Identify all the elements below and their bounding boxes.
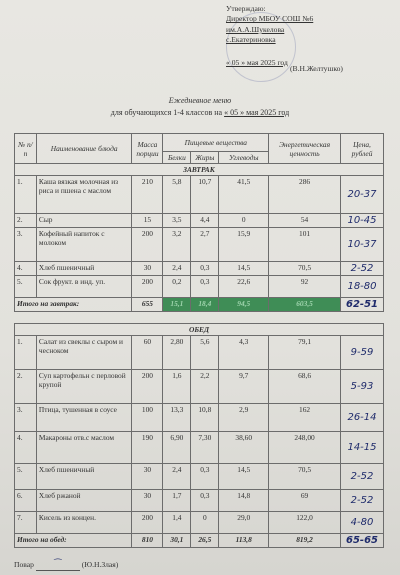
header-protein: Белки [163,152,191,164]
director-name: (В.Н.Желтушко) [290,64,343,73]
header-num: № п/п [15,134,37,164]
title-block [0,96,400,117]
cell-name: Каша вязкая молочная из риса и пшена с маслом [36,176,132,214]
cell-fat: 4,4 [191,214,219,228]
section-breakfast: ЗАВТРАК [15,164,384,176]
cell-energy: 101 [269,228,341,262]
cell-name: Кофейный напиток с молоком [36,228,132,262]
approval-line3: им.А.А.Шукелова [226,24,285,34]
cell-protein: 13,3 [163,404,191,432]
cell-num: 2. [15,214,37,228]
cell-fat: 5,6 [191,336,219,370]
cell-protein: 5,8 [163,176,191,214]
cell-price: 14-15 [340,432,383,464]
cell-fat: 0,3 [191,464,219,490]
cell-num: 2. [15,370,37,404]
table-row [15,432,384,464]
cell-mass: 30 [132,262,163,276]
cell-fat: 10,8 [191,404,219,432]
cell-price: 2-52 [340,262,383,276]
cell-price: 5-93 [340,370,383,404]
approval-block [226,4,376,68]
cell-energy: 69 [269,490,341,512]
cell-energy: 286 [269,176,341,214]
cell-mass: 60 [132,336,163,370]
menu-table [14,133,384,548]
cell-carbs: 4,3 [219,336,269,370]
lunch-total-row [15,534,384,548]
header-nutrients: Пищевые вещества [163,134,269,152]
cook-signature-line [14,560,118,571]
cell-protein: 2,4 [163,262,191,276]
cell-num: 5. [15,276,37,298]
cell-energy: 68,6 [269,370,341,404]
section-lunch: ОБЕД [15,324,384,336]
total-mass: 655 [132,298,163,312]
header-carbs: Углеводы [219,152,269,164]
cell-carbs: 38,60 [219,432,269,464]
total-protein: 15,1 [163,298,191,312]
total-carbs: 113,8 [219,534,269,548]
total-energy: 819,2 [269,534,341,548]
cell-name: Хлеб пшеничный [36,464,132,490]
table-row [15,262,384,276]
cell-energy: 162 [269,404,341,432]
cell-price: 2-52 [340,490,383,512]
page-title: Ежедневное меню [168,96,232,105]
cell-fat: 2,7 [191,228,219,262]
cell-num: 6. [15,490,37,512]
cell-name: Сок фрукт. в инд. уп. [36,276,132,298]
cell-mass: 200 [132,512,163,534]
table-row [15,336,384,370]
table-row [15,228,384,262]
header-name: Наименование блюда [36,134,132,164]
cell-price: 26-14 [340,404,383,432]
header-energy: Энергетическая ценность [269,134,341,164]
table-row [15,512,384,534]
cell-num: 7. [15,512,37,534]
cell-price: 10-37 [340,228,383,262]
header-mass: Масса порции [132,134,163,164]
table-row [15,490,384,512]
total-price: 65-65 [340,534,383,548]
cell-num: 1. [15,336,37,370]
total-price: 62-51 [340,298,383,312]
cell-fat: 0,3 [191,262,219,276]
cell-num: 5. [15,464,37,490]
cell-name: Хлеб ржаной [36,490,132,512]
subtitle-date: « 05 » мая 2025 год [224,108,290,117]
table-row [15,370,384,404]
total-label: Итого на обед: [15,534,132,548]
cell-price: 18-80 [340,276,383,298]
table-row [15,464,384,490]
cell-price: 20-37 [340,176,383,214]
cell-price: 4-80 [340,512,383,534]
cell-name: Хлеб пшеничный [36,262,132,276]
cell-num: 3. [15,404,37,432]
cell-carbs: 29,0 [219,512,269,534]
page-subtitle [0,108,400,117]
table-row [15,176,384,214]
total-fat: 18,4 [191,298,219,312]
cell-fat: 7,30 [191,432,219,464]
cell-carbs: 15,9 [219,228,269,262]
table-row [15,276,384,298]
cell-num: 1. [15,176,37,214]
cell-mass: 190 [132,432,163,464]
cell-carbs: 14,5 [219,262,269,276]
cell-energy: 92 [269,276,341,298]
subtitle-prefix: для обучающихся 1-4 классов на [110,108,223,117]
cell-name: Кисель из концен. [36,512,132,534]
cell-num: 4. [15,262,37,276]
cell-name: Птица, тушенная в соусе [36,404,132,432]
cell-price: 2-52 [340,464,383,490]
total-protein: 30,1 [163,534,191,548]
cell-protein: 3,5 [163,214,191,228]
cell-carbs: 9,7 [219,370,269,404]
total-mass: 810 [132,534,163,548]
cell-mass: 100 [132,404,163,432]
total-carbs: 94,5 [219,298,269,312]
cell-num: 4. [15,432,37,464]
cell-protein: 6,90 [163,432,191,464]
header-fat: Жиры [191,152,219,164]
cell-carbs: 41,5 [219,176,269,214]
cell-protein: 1,7 [163,490,191,512]
cell-name: Макароны отв.с маслом [36,432,132,464]
breakfast-total-row [15,298,384,312]
table-row [15,214,384,228]
table-row [15,404,384,432]
total-label: Итого на завтрак: [15,298,132,312]
approval-date: « 05 » мая 2025 год [226,57,288,67]
cell-carbs: 14,5 [219,464,269,490]
cell-energy: 54 [269,214,341,228]
cell-carbs: 14,8 [219,490,269,512]
cell-energy: 122,0 [269,512,341,534]
cell-carbs: 0 [219,214,269,228]
cell-protein: 0,2 [163,276,191,298]
cell-protein: 1,6 [163,370,191,404]
cell-energy: 70,5 [269,262,341,276]
cook-name: (Ю.Н.Злая) [81,560,119,569]
cell-price: 9-59 [340,336,383,370]
total-energy: 603,5 [269,298,341,312]
cell-carbs: 22,6 [219,276,269,298]
cell-protein: 1,4 [163,512,191,534]
cell-num: 3. [15,228,37,262]
cell-mass: 200 [132,228,163,262]
cell-protein: 2,80 [163,336,191,370]
cook-signature: ⁀ [36,560,80,571]
cell-energy: 70,5 [269,464,341,490]
cell-mass: 15 [132,214,163,228]
cell-name: Сыр [36,214,132,228]
cell-fat: 0,3 [191,490,219,512]
cell-mass: 200 [132,370,163,404]
cell-carbs: 2,9 [219,404,269,432]
cell-mass: 200 [132,276,163,298]
cell-energy: 248,00 [269,432,341,464]
cell-mass: 30 [132,490,163,512]
approval-line4: с.Екатериновка [226,35,276,45]
cook-role: Повар [14,560,34,569]
cell-name: Салат из свеклы с сыром и чесноком [36,336,132,370]
cell-price: 10-45 [340,214,383,228]
cell-protein: 2,4 [163,464,191,490]
approval-line2: Директор МБОУ СОШ №6 [226,14,314,24]
total-fat: 26,5 [191,534,219,548]
approval-line1: Утверждаю: [226,4,266,13]
cell-fat: 10,7 [191,176,219,214]
header-price: Цена, рублей [340,134,383,164]
cell-mass: 30 [132,464,163,490]
cell-name: Суп картофельн с перловой крупой [36,370,132,404]
cell-fat: 0,3 [191,276,219,298]
cell-protein: 3,2 [163,228,191,262]
cell-energy: 79,1 [269,336,341,370]
cell-mass: 210 [132,176,163,214]
cell-fat: 2,2 [191,370,219,404]
cell-fat: 0 [191,512,219,534]
